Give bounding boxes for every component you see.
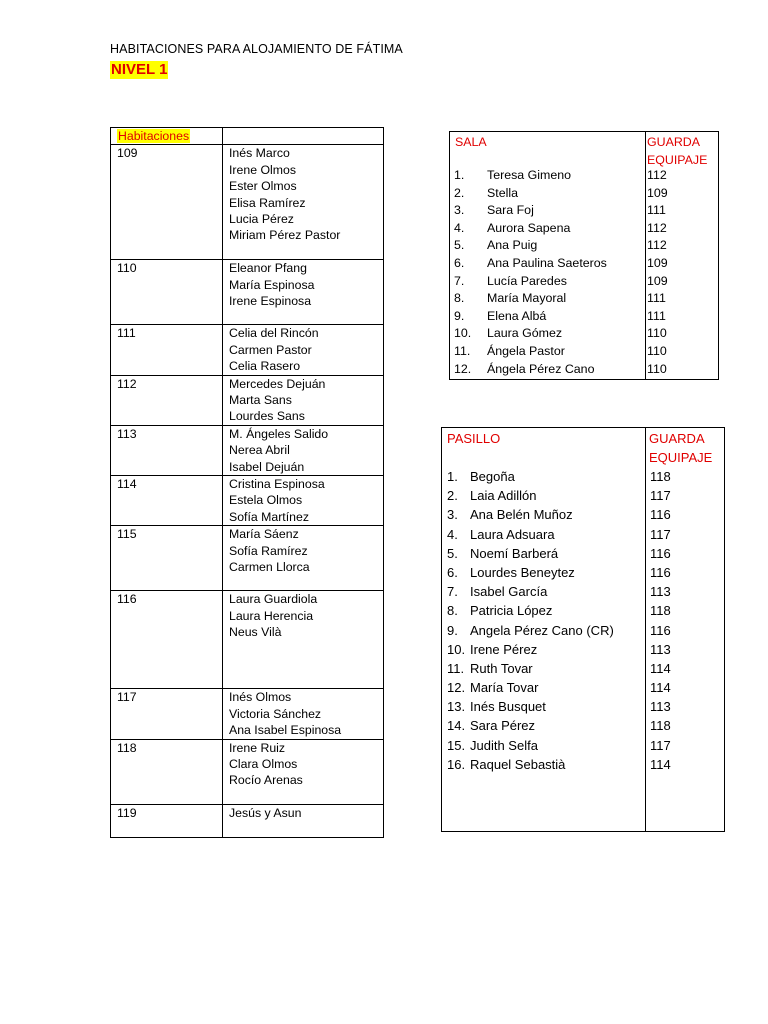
room-guests-cell: [223, 145, 384, 260]
room-number: 114: [117, 477, 137, 492]
rooms-header-empty-cell: [223, 128, 384, 145]
pasillo-luggage-room: 116: [650, 564, 671, 580]
guest-name: Irene Ruiz: [229, 740, 286, 755]
room-number: 110: [117, 261, 137, 276]
room-guests-cell: [223, 425, 384, 475]
pasillo-row-number: 2.: [447, 488, 458, 504]
rooms-table: [110, 127, 384, 838]
guest-name: Elisa Ramírez: [229, 195, 306, 210]
sala-row: [450, 343, 718, 361]
room-guests-cell: [223, 325, 384, 375]
guest-name: Laura Herencia: [229, 608, 314, 623]
guest-name: Carmen Llorca: [229, 560, 310, 575]
room-number-cell: [111, 689, 223, 739]
guest-name: Carmen Pastor: [229, 342, 312, 357]
room-number: 118: [117, 740, 137, 755]
sala-luggage-room: 110: [647, 326, 667, 341]
room-row: [111, 804, 384, 837]
sala-row-number: 7.: [454, 273, 465, 288]
pasillo-row: [442, 467, 724, 486]
pasillo-row-number: 4.: [447, 526, 458, 542]
guest-name: Irene Olmos: [229, 162, 296, 177]
pasillo-row: [442, 601, 724, 620]
pasillo-row: [442, 736, 724, 755]
pasillo-row-number: 7.: [447, 584, 458, 600]
document-title: HABITACIONES PARA ALOJAMIENTO DE FÁTIMA: [110, 42, 403, 56]
sala-luggage-room: 109: [647, 255, 668, 270]
sala-guest-name: Teresa Gimeno: [487, 168, 572, 182]
pasillo-row-number: 1.: [447, 469, 458, 484]
pasillo-guest-name: Sara Pérez: [470, 718, 536, 734]
room-number-cell: [111, 145, 223, 260]
pasillo-guest-name: Ana Belén Muñoz: [470, 507, 573, 523]
sala-row-number: 6.: [454, 255, 465, 270]
pasillo-luggage-room: 116: [650, 622, 671, 638]
rooms-header-label: Habitaciones: [118, 129, 190, 143]
pasillo-row-number: 6.: [447, 564, 458, 580]
pasillo-luggage-room: 117: [650, 526, 671, 542]
guest-name: Lourdes Sans: [229, 409, 305, 424]
pasillo-guest-name: Raquel Sebastià: [470, 756, 566, 772]
pasillo-row: [442, 621, 724, 640]
room-row: [111, 689, 384, 739]
sala-row: [450, 325, 718, 343]
pasillo-luggage-room: 114: [650, 756, 671, 772]
pasillo-row: [442, 582, 724, 601]
pasillo-header: PASILLO: [447, 431, 501, 446]
sala-row-number: 12.: [454, 361, 472, 376]
room-number-cell: [111, 526, 223, 591]
room-guests-cell: [223, 476, 384, 526]
guest-name: Eleanor Pfang: [229, 261, 307, 276]
pasillo-luggage-room: 118: [650, 469, 671, 484]
sala-guest-name: María Mayoral: [487, 291, 567, 306]
pasillo-luggage-room: 117: [650, 737, 671, 753]
room-guests-cell: [223, 739, 384, 804]
guest-name: Ester Olmos: [229, 179, 297, 194]
room-row: [111, 476, 384, 526]
guest-name: Lucia Pérez: [229, 212, 294, 227]
sala-luggage-room: 112: [647, 238, 667, 253]
pasillo-luggage-header: GUARDA EQUIPAJE: [649, 431, 713, 465]
room-number-cell: [111, 325, 223, 375]
pasillo-row: [442, 659, 724, 678]
sala-guest-name: Sara Foj: [487, 203, 534, 218]
sala-luggage-room: 110: [647, 343, 667, 358]
pasillo-row-number: 5.: [447, 545, 458, 561]
sala-row: [450, 273, 718, 291]
sala-row: [450, 361, 718, 379]
room-number-cell: [111, 476, 223, 526]
pasillo-row: [442, 486, 724, 505]
sala-row-number: 9.: [454, 308, 465, 323]
sala-row: [450, 237, 718, 255]
sala-row: [450, 220, 718, 238]
pasillo-luggage-room: 118: [650, 718, 671, 734]
pasillo-row-number: 8.: [447, 603, 458, 619]
guest-name: Sofía Martínez: [229, 509, 309, 524]
sala-row-number: 10.: [454, 326, 472, 341]
pasillo-row: [442, 525, 724, 544]
pasillo-luggage-room: 116: [650, 507, 671, 523]
pasillo-row: [442, 544, 724, 563]
pasillo-guest-name: Inés Busquet: [470, 699, 546, 715]
pasillo-row-number: 9.: [447, 622, 458, 638]
sala-guest-name: Stella: [487, 185, 518, 200]
guest-name: Rocío Arenas: [229, 773, 303, 788]
room-number-cell: [111, 425, 223, 475]
pasillo-row-number: 14.: [447, 718, 466, 734]
sala-row-number: 1.: [454, 168, 465, 182]
room-number-cell: [111, 260, 223, 325]
sala-row: [450, 185, 718, 203]
guest-name: Isabel Dejuán: [229, 459, 305, 474]
sala-luggage-room: 112: [647, 168, 667, 182]
pasillo-row-number: 11.: [447, 660, 465, 676]
room-number-cell: [111, 804, 223, 837]
sala-luggage-room: 111: [647, 308, 666, 323]
sala-guest-name: Ángela Pastor: [487, 343, 565, 358]
sala-luggage-header: GUARDA EQUIPAJE: [647, 135, 708, 167]
sala-guest-name: Aurora Sapena: [487, 220, 571, 235]
room-number: 111: [117, 326, 136, 341]
guest-name: Clara Olmos: [229, 756, 298, 771]
sala-luggage-room: 111: [647, 203, 666, 218]
room-number: 117: [117, 690, 137, 705]
sala-luggage-room: 110: [647, 361, 667, 376]
pasillo-row-number: 13.: [447, 699, 466, 715]
pasillo-row-number: 12.: [447, 680, 466, 696]
pasillo-row: [442, 640, 724, 659]
pasillo-row: [442, 716, 724, 735]
sala-guest-name: Ángela Pérez Cano: [487, 361, 595, 376]
guest-name: Irene Espinosa: [229, 294, 312, 309]
pasillo-luggage-room: 113: [650, 641, 671, 657]
pasillo-guest-name: Lourdes Beneytez: [470, 564, 575, 580]
sala-guest-name: Ana Puig: [487, 238, 538, 253]
pasillo-luggage-room: 113: [650, 699, 671, 715]
guest-name: Marta Sans: [229, 393, 292, 408]
sala-guest-name: Ana Paulina Saeteros: [487, 255, 607, 270]
room-number: 115: [117, 527, 137, 542]
guest-name: Nerea Abril: [229, 443, 290, 458]
pasillo-row-number: 10.: [447, 641, 466, 657]
room-row: [111, 425, 384, 475]
pasillo-row-number: 16.: [447, 756, 466, 772]
guest-name: Cristina Espinosa: [229, 477, 325, 492]
sala-luggage-room: 112: [647, 220, 667, 235]
sala-guest-name: Elena Albá: [487, 308, 547, 323]
room-number: 112: [117, 376, 137, 391]
guest-name: Mercedes Dejuán: [229, 376, 326, 391]
sala-row-number: 5.: [454, 238, 465, 253]
pasillo-guest-name: Isabel García: [470, 584, 548, 600]
guest-name: Miriam Pérez Pastor: [229, 228, 341, 243]
room-row: [111, 325, 384, 375]
guest-name: Celia del Rincón: [229, 326, 319, 341]
sala-guest-name: Laura Gómez: [487, 326, 563, 341]
pasillo-guest-name: Laia Adillón: [470, 488, 537, 504]
guest-name: Neus Vilà: [229, 625, 282, 640]
pasillo-row: [442, 697, 724, 716]
guest-name: Estela Olmos: [229, 493, 303, 508]
guest-name: Laura Guardiola: [229, 592, 318, 607]
room-number: 119: [117, 805, 137, 820]
sala-row-number: 8.: [454, 291, 465, 306]
room-guests-cell: [223, 591, 384, 689]
guest-name: Inés Marco: [229, 146, 290, 161]
room-guests-cell: [223, 804, 384, 837]
room-number-cell: [111, 375, 223, 425]
guest-name: M. Ángeles Salido: [229, 426, 329, 441]
sala-row: [450, 167, 718, 185]
room-number-cell: [111, 739, 223, 804]
pasillo-guest-name: Ruth Tovar: [470, 660, 533, 676]
pasillo-rows: [442, 467, 724, 774]
guest-name: Victoria Sánchez: [229, 706, 322, 721]
pasillo-row: [442, 563, 724, 582]
room-guests-cell: [223, 375, 384, 425]
sala-row: [450, 290, 718, 308]
room-row: [111, 526, 384, 591]
guest-name: Jesús y Asun: [229, 805, 302, 820]
guest-name: Celia Rasero: [229, 359, 301, 374]
room-row: [111, 591, 384, 689]
room-number: 116: [117, 592, 137, 607]
level-heading: NIVEL 1: [111, 61, 168, 78]
pasillo-row-number: 15.: [447, 737, 466, 753]
pasillo-luggage-room: 118: [650, 603, 671, 619]
pasillo-table: [441, 427, 725, 832]
room-number: 113: [117, 426, 137, 441]
room-guests-cell: [223, 526, 384, 591]
pasillo-row: [442, 755, 724, 774]
room-row: [111, 145, 384, 260]
pasillo-row-number: 3.: [447, 507, 458, 523]
pasillo-row: [442, 678, 724, 697]
room-guests-cell: [223, 689, 384, 739]
sala-row: [450, 308, 718, 326]
room-row: [111, 260, 384, 325]
sala-rows: [450, 167, 718, 378]
pasillo-guest-name: Irene Pérez: [470, 641, 538, 657]
pasillo-luggage-room: 113: [650, 584, 671, 600]
room-row: [111, 739, 384, 804]
sala-table: [449, 131, 719, 380]
pasillo-row: [442, 505, 724, 524]
pasillo-guest-name: Noemí Barberá: [470, 545, 559, 561]
room-row: [111, 375, 384, 425]
sala-luggage-room: 111: [647, 291, 666, 306]
room-guests-cell: [223, 260, 384, 325]
rooms-header-cell: [111, 128, 223, 145]
sala-row-number: 11.: [454, 343, 471, 358]
guest-name: Sofía Ramírez: [229, 543, 308, 558]
pasillo-luggage-room: 116: [650, 545, 671, 561]
sala-header: SALA: [455, 135, 487, 149]
room-number-cell: [111, 591, 223, 689]
sala-row: [450, 255, 718, 273]
guest-name: María Espinosa: [229, 277, 315, 292]
pasillo-guest-name: María Tovar: [470, 680, 539, 696]
pasillo-guest-name: Laura Adsuara: [470, 526, 555, 542]
sala-luggage-room: 109: [647, 185, 668, 200]
sala-row-number: 3.: [454, 203, 465, 218]
guest-name: María Sáenz: [229, 527, 299, 542]
pasillo-luggage-room: 114: [650, 660, 671, 676]
sala-row: [450, 202, 718, 220]
pasillo-luggage-room: 114: [650, 680, 671, 696]
pasillo-luggage-room: 117: [650, 488, 671, 504]
pasillo-guest-name: Angela Pérez Cano (CR): [470, 622, 614, 638]
pasillo-guest-name: Begoña: [470, 469, 515, 484]
sala-row-number: 2.: [454, 185, 465, 200]
guest-name: Ana Isabel Espinosa: [229, 723, 342, 738]
room-number: 109: [117, 146, 138, 161]
sala-luggage-room: 109: [647, 273, 668, 288]
sala-row-number: 4.: [454, 220, 465, 235]
pasillo-guest-name: Judith Selfa: [470, 737, 538, 753]
sala-guest-name: Lucía Paredes: [487, 273, 567, 288]
rooms-table-header-row: [111, 128, 384, 145]
guest-name: Inés Olmos: [229, 690, 292, 705]
pasillo-guest-name: Patricia López: [470, 603, 553, 619]
